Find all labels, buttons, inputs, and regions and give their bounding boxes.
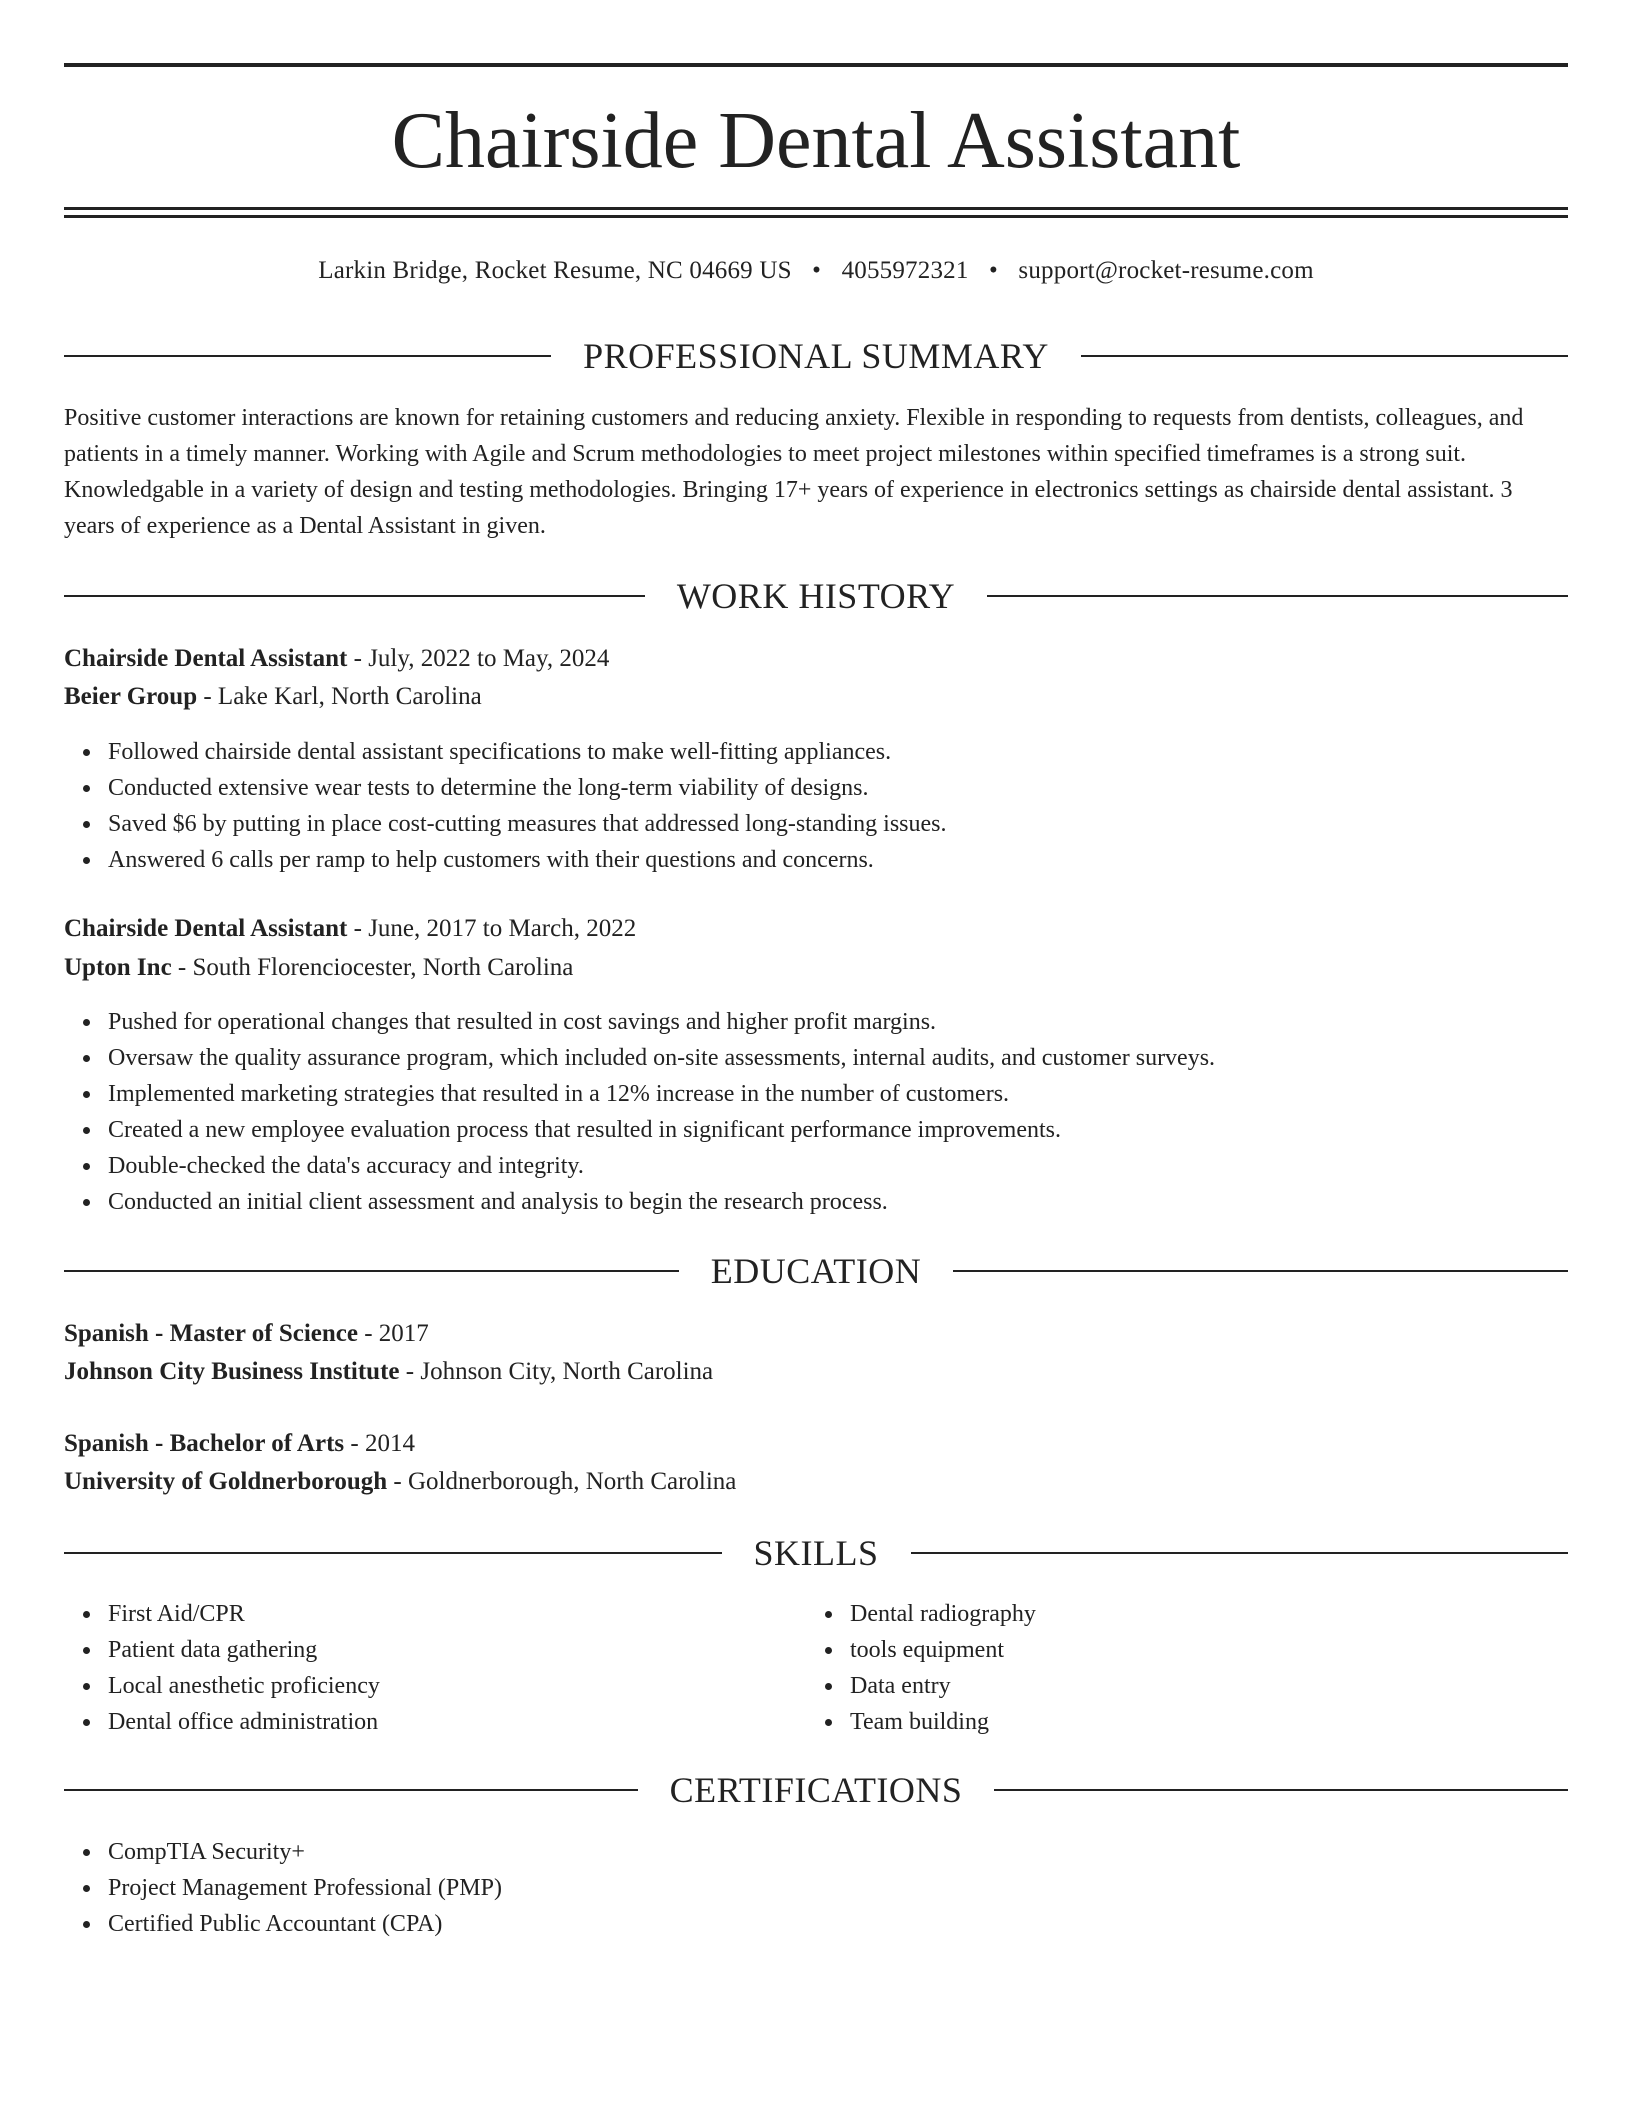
list-item: Patient data gathering xyxy=(108,1632,808,1668)
candidate-name: Chairside Dental Assistant xyxy=(391,97,1241,185)
list-item: Saved $6 by putting in place cost-cutting measures that addressed long-standing issues. xyxy=(108,806,1612,842)
heading-rule xyxy=(953,1270,1568,1272)
job-company-line xyxy=(64,678,1568,716)
list-item: Dental office administration xyxy=(108,1704,808,1740)
list-item: Data entry xyxy=(850,1668,1550,1704)
header-top-rule xyxy=(64,63,1568,67)
education-degree-line xyxy=(64,1315,1568,1353)
job-title-line xyxy=(64,640,1568,678)
list-item: Conducted an initial client assessment and analysis to begin the research process. xyxy=(108,1184,1612,1220)
section-heading-summary xyxy=(64,334,1568,378)
list-item: Followed chairside dental assistant specifications to make well-fitting appliances. xyxy=(108,734,1612,770)
job-dates: - July, 2022 to May, 2024 xyxy=(347,645,610,672)
education-school: Johnson City Business Institute xyxy=(64,1358,400,1385)
job-title: Chairside Dental Assistant xyxy=(64,645,348,672)
contact-address: Larkin Bridge, Rocket Resume, NC 04669 US xyxy=(318,257,792,284)
education-year: - 2014 xyxy=(344,1430,415,1457)
contact-email: support@rocket-resume.com xyxy=(1018,257,1314,284)
list-item: Conducted extensive wear tests to determine the long-term viability of designs. xyxy=(108,770,1612,806)
job-location: - Lake Karl, North Carolina xyxy=(197,683,482,710)
job-title-line xyxy=(64,910,1568,948)
job-location: - South Florenciocester, North Carolina xyxy=(171,954,574,981)
heading-rule xyxy=(994,1789,1568,1791)
heading-rule xyxy=(64,1270,679,1272)
list-item: Oversaw the quality assurance program, which included on-site assessments, internal audits, and customer surveys. xyxy=(108,1040,1612,1076)
heading-text: SKILLS xyxy=(753,1533,879,1573)
heading-text: CERTIFICATIONS xyxy=(669,1770,963,1810)
contact-phone: 4055972321 xyxy=(841,257,969,284)
section-heading-skills xyxy=(64,1531,1568,1575)
contact-separator: • xyxy=(812,257,822,284)
list-item: CompTIA Security+ xyxy=(108,1834,1612,1870)
education-school-line xyxy=(64,1353,1568,1391)
list-item: Local anesthetic proficiency xyxy=(108,1668,808,1704)
job-company-line xyxy=(64,949,1568,987)
education-degree: Spanish - Bachelor of Arts xyxy=(64,1430,345,1457)
list-item: Answered 6 calls per ramp to help customers with their questions and concerns. xyxy=(108,842,1612,878)
heading-rule xyxy=(64,595,645,597)
section-heading-certifications xyxy=(64,1768,1568,1812)
job-company: Upton Inc xyxy=(64,954,172,981)
contact-line xyxy=(64,254,1568,288)
job-bullet-list xyxy=(64,1004,1612,1220)
list-item: Created a new employee evaluation process that resulted in significant performance improvements. xyxy=(108,1112,1612,1148)
education-degree: Spanish - Master of Science xyxy=(64,1320,358,1347)
heading-text: PROFESSIONAL SUMMARY xyxy=(583,336,1049,376)
heading-rule xyxy=(987,595,1568,597)
heading-rule xyxy=(1081,355,1568,357)
heading-rule xyxy=(64,355,551,357)
job-bullet-list xyxy=(64,734,1612,878)
list-item: Project Management Professional (PMP) xyxy=(108,1870,1612,1906)
job-title: Chairside Dental Assistant xyxy=(64,915,348,942)
education-school: University of Goldnerborough xyxy=(64,1468,388,1495)
summary-text: Positive customer interactions are known for retaining customers and reducing anxiety. Flexible in responding to requests from dentists, colleagues, and patients in a timely manner. Working with Agile and Scrum methodologies to meet project milestones within specified timeframes is a strong suit. Knowledgable in a variety of design and testing methodologies. Bringing 17+ years of experience in electronics settings as chairside dental assistant. 3 years of experience as a Dental Assistant in given. xyxy=(64,405,1524,539)
list-item: Pushed for operational changes that resulted in cost savings and higher profit margins. xyxy=(108,1004,1612,1040)
heading-text: EDUCATION xyxy=(710,1251,922,1291)
contact-separator: • xyxy=(989,257,998,284)
header-bottom-rule-2 xyxy=(64,215,1568,218)
section-heading-work-history xyxy=(64,574,1568,618)
skills-list-right xyxy=(806,1596,1550,1740)
education-school-line xyxy=(64,1463,1568,1501)
list-item: Implemented marketing strategies that resulted in a 12% increase in the number of customers. xyxy=(108,1076,1612,1112)
list-item: First Aid/CPR xyxy=(108,1596,808,1632)
heading-rule xyxy=(64,1789,638,1791)
certifications-list xyxy=(64,1834,1612,1942)
heading-rule xyxy=(64,1552,722,1554)
heading-text: WORK HISTORY xyxy=(676,576,956,616)
heading-rule xyxy=(911,1552,1569,1554)
skills-list-left xyxy=(64,1596,808,1740)
education-year: - 2017 xyxy=(357,1320,429,1347)
education-degree-line xyxy=(64,1425,1568,1463)
list-item: tools equipment xyxy=(850,1632,1550,1668)
list-item: Double-checked the data's accuracy and integrity. xyxy=(108,1148,1612,1184)
list-item: Team building xyxy=(850,1704,1550,1740)
education-location: - Goldnerborough, North Carolina xyxy=(387,1468,737,1495)
job-dates: - June, 2017 to March, 2022 xyxy=(347,915,637,942)
job-company: Beier Group xyxy=(64,683,198,710)
section-heading-education xyxy=(64,1249,1568,1293)
list-item: Dental radiography xyxy=(850,1596,1550,1632)
header-bottom-rule-1 xyxy=(64,207,1568,210)
education-location: - Johnson City, North Carolina xyxy=(399,1358,714,1385)
list-item: Certified Public Accountant (CPA) xyxy=(108,1906,1612,1942)
